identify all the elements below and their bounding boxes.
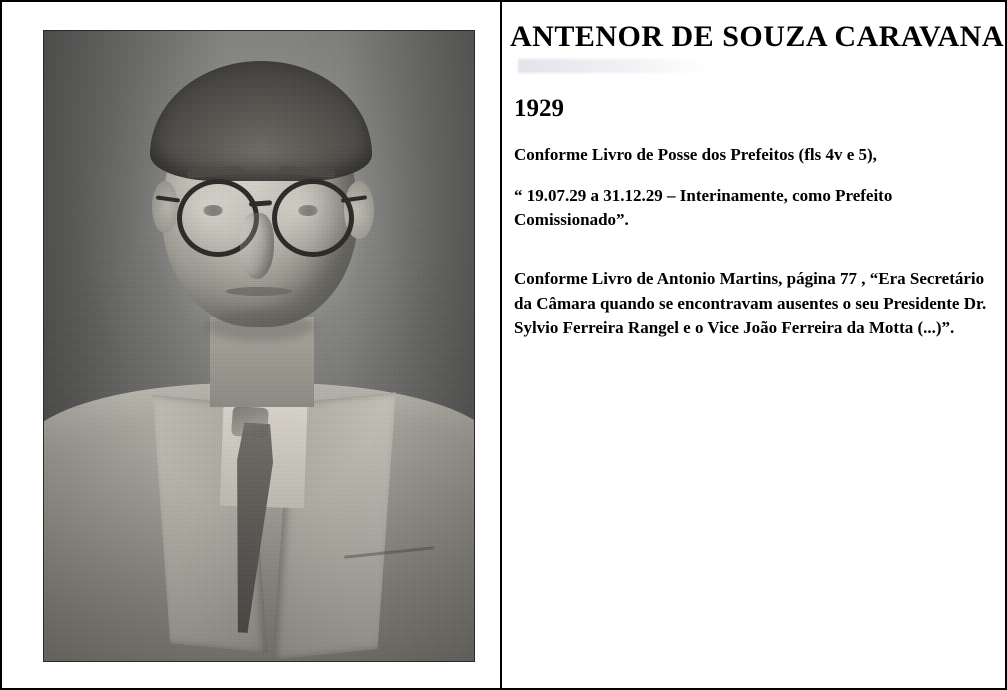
paragraph-source-reference: Conforme Livro de Posse dos Prefeitos (fls 4v e 5), <box>514 145 877 164</box>
year-heading: 1929 <box>514 95 564 122</box>
portrait-photo <box>43 30 475 662</box>
photo-background <box>44 31 474 661</box>
photo-vignette <box>44 31 474 661</box>
paragraph-quote-martins: Conforme Livro de Antonio Martins, página 77 , “Era Secretário da Câmara quando se encontravam ausentes o seu Presidente Dr. Sylvio Ferreira Rangel e o Vice João Ferreira da Motta (...)”. <box>514 268 987 338</box>
page-columns <box>2 2 1005 688</box>
page-title: ANTENOR DE SOUZA CARAVANA <box>510 20 1004 53</box>
faded-artifact-line <box>518 59 708 73</box>
paragraph-quote-term: “ 19.07.29 a 31.12.29 – Interinamente, como Prefeito Comissionado”. <box>514 185 893 230</box>
photo-column <box>2 2 502 688</box>
text-column <box>502 2 1007 688</box>
